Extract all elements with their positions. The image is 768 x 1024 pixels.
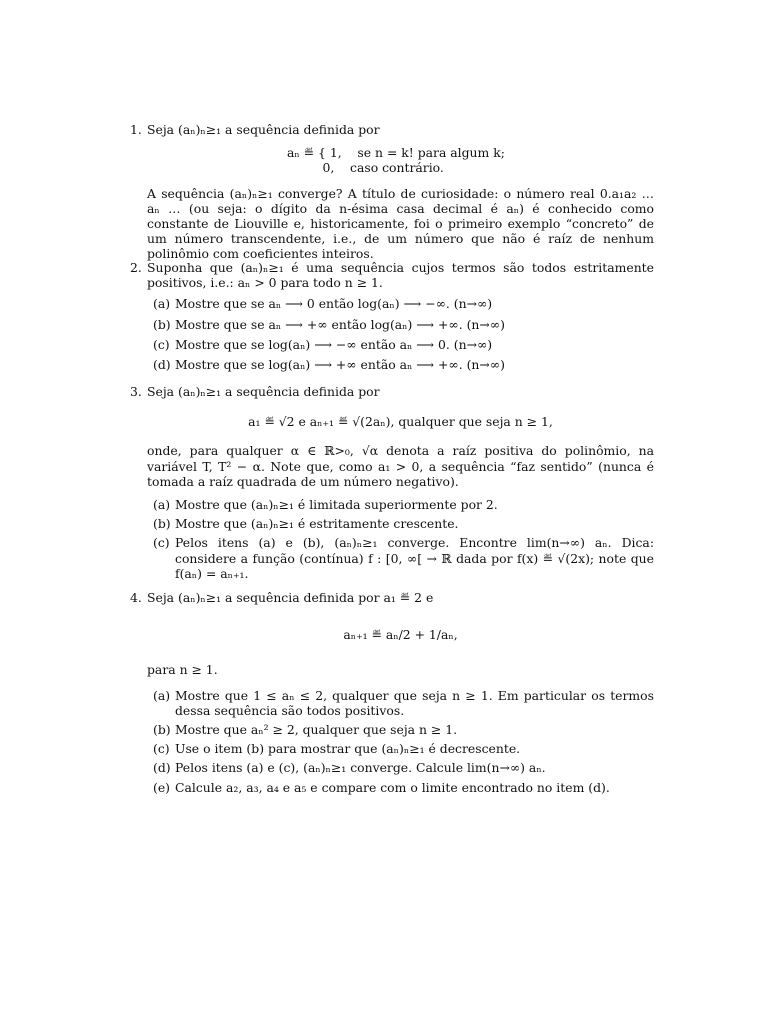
question-number: 1. <box>130 122 142 137</box>
subitem-text: Pelos itens (a) e (b), (aₙ)ₙ≥₁ converge. Encontre lim(n→∞) aₙ. Dica: considere a função (contínua) f : [0, ∞[ → ℝ dada por f(x) ≝ √(2x); note que f(aₙ) = aₙ₊₁. <box>175 535 654 581</box>
subitem-label: (e) <box>153 779 171 795</box>
question-text: para n ≥ 1. <box>147 662 218 678</box>
subitem-label: (c) <box>153 336 170 352</box>
subitem <box>147 317 654 332</box>
question-intro: Suponha que (aₙ)ₙ≥₁ é uma sequência cujos termos são todos estritamente positivos, i.e.: aₙ > 0 para todo n ≥ 1. <box>147 260 654 291</box>
subitem <box>147 357 654 372</box>
subitem <box>147 741 654 756</box>
subitem <box>147 780 654 795</box>
display-formula-line: aₙ ≝ { 1, se n = k! para algum k; <box>287 145 505 161</box>
subitem-label: (b) <box>153 516 171 532</box>
subitem-label: (b) <box>153 722 171 738</box>
question-number: 4. <box>130 590 142 605</box>
subitem-text: Mostre que (aₙ)ₙ≥₁ é estritamente crescente. <box>175 516 459 532</box>
subitem-label: (c) <box>153 535 170 551</box>
subitem <box>147 722 654 737</box>
subitem-label: (d) <box>153 357 171 373</box>
display-formula: aₙ₊₁ ≝ aₙ/2 + 1/aₙ, <box>343 627 458 643</box>
subitem-text: Mostre que aₙ² ≥ 2, qualquer que seja n ≥ 1. <box>175 722 458 738</box>
subitem-text: Use o item (b) para mostrar que (aₙ)ₙ≥₁ é decrescente. <box>175 741 521 757</box>
subitem-label: (b) <box>153 316 171 332</box>
subitem-text: Pelos itens (a) e (c), (aₙ)ₙ≥₁ converge. Calcule lim(n→∞) aₙ. <box>175 760 546 776</box>
question-text: A sequência (aₙ)ₙ≥₁ converge? A título de curiosidade: o número real 0.a₁a₂ … aₙ … (ou seja: o dígito da n-ésima casa decimal é aₙ) é conhecido como constante de Liouville e, historicamente, foi o primeiro exemplo “concreto” de um número transcendente, i.e., de um número que não é raíz de nenhum polinômio com coeficientes inteiros. <box>147 185 654 262</box>
subitem <box>147 535 654 581</box>
question-number: 2. <box>130 260 142 275</box>
subitem-label: (a) <box>153 687 171 703</box>
subitem-label: (a) <box>153 497 171 513</box>
question-intro: Seja (aₙ)ₙ≥₁ a sequência definida por <box>147 122 380 137</box>
subitem-text: Calcule a₂, a₃, a₄ e a₅ e compare com o limite encontrado no item (d). <box>175 779 610 795</box>
subitem <box>147 296 654 311</box>
subitem-label: (c) <box>153 741 170 757</box>
subitem-text: Mostre que (aₙ)ₙ≥₁ é limitada superiormente por 2. <box>175 497 498 513</box>
subitem-text: Mostre que se aₙ ⟶ +∞ então log(aₙ) ⟶ +∞. (n→∞) <box>175 316 505 332</box>
subitem-text: Mostre que se log(aₙ) ⟶ −∞ então aₙ ⟶ 0. (n→∞) <box>175 336 493 352</box>
question-intro: Seja (aₙ)ₙ≥₁ a sequência definida por a₁ ≝ 2 e <box>147 590 434 605</box>
subitem-label: (a) <box>153 296 171 312</box>
subitem-label: (d) <box>153 760 171 776</box>
subitem <box>147 337 654 352</box>
subitem-text: Mostre que se log(aₙ) ⟶ +∞ então aₙ ⟶ +∞. (n→∞) <box>175 357 505 373</box>
subitem <box>147 516 654 531</box>
subitem-text: Mostre que se aₙ ⟶ 0 então log(aₙ) ⟶ −∞. (n→∞) <box>175 296 493 312</box>
question-number: 3. <box>130 384 142 399</box>
display-formula-line: 0, caso contrário. <box>287 160 444 176</box>
subitem-text: Mostre que 1 ≤ aₙ ≤ 2, qualquer que seja n ≥ 1. Em particular os termos dessa sequência são todos positivos. <box>175 687 654 718</box>
question-intro: Seja (aₙ)ₙ≥₁ a sequência definida por <box>147 384 380 399</box>
subitem <box>147 497 654 512</box>
question-text: onde, para qualquer α ∈ ℝ>₀, √α denota a raíz positiva do polinômio, na variável T, T² − α. Note que, como a₁ > 0, a sequência “faz sentido” (nunca é tomada a raíz quadrada de um número negativo). <box>147 443 654 489</box>
display-formula: a₁ ≝ √2 e aₙ₊₁ ≝ √(2aₙ), qualquer que seja n ≥ 1, <box>248 414 553 430</box>
subitem <box>147 688 654 718</box>
subitem <box>147 760 654 775</box>
